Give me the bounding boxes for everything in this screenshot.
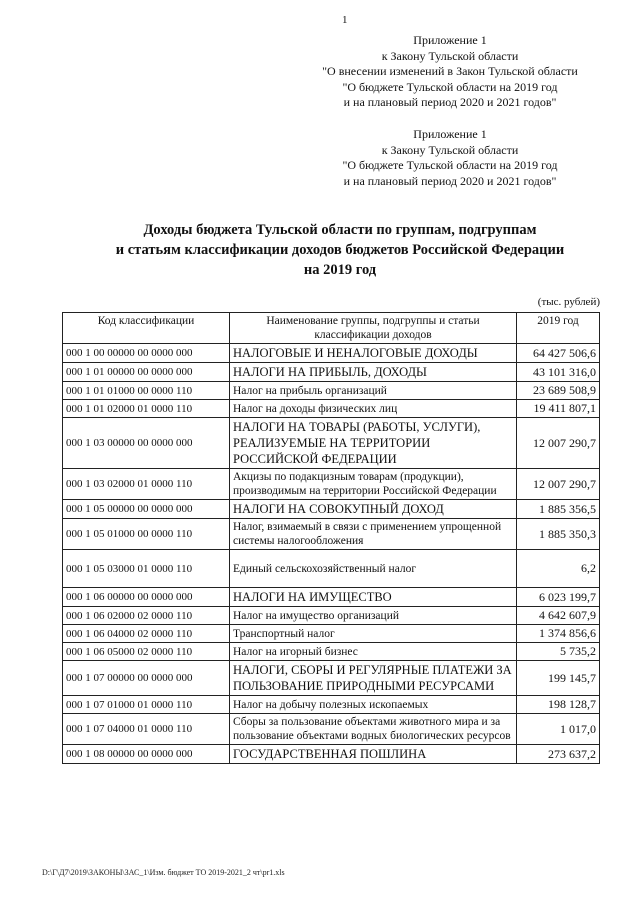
table-row [63,400,600,418]
row-value: 23 689 508,9 [517,382,600,400]
row-code: 000 1 00 00000 00 0000 000 [63,344,230,363]
appendix-line: Приложение 1 [413,33,487,47]
row-code: 000 1 01 01000 00 0000 110 [63,382,230,400]
appendix-line: "О бюджете Тульской области на 2019 год [342,79,558,94]
table-row [63,714,600,745]
row-code: 000 1 03 02000 01 0000 110 [63,469,230,500]
revenue-table [62,312,600,764]
row-name: НАЛОГИ НА ПРИБЫЛЬ, ДОХОДЫ [230,363,517,382]
appendix-line: Приложение 1 [413,127,487,141]
appendix-line: "О внесении изменений в Закон Тульской области [322,64,578,78]
table-row [63,696,600,714]
row-name: Налог на прибыль организаций [230,382,517,400]
title-line: Доходы бюджета Тульской области по группам, подгруппам [143,222,537,238]
row-code: 000 1 05 03000 01 0000 110 [63,550,230,588]
row-name: Налог на игорный бизнес [230,643,517,661]
row-name: Транспортный налог [230,625,517,643]
row-name: НАЛОГОВЫЕ И НЕНАЛОГОВЫЕ ДОХОДЫ [230,344,517,363]
title-line: на 2019 год [303,262,377,278]
row-name: Налог, взимаемый в связи с применением упрощенной системы налогообложения [230,519,517,550]
row-code: 000 1 03 00000 00 0000 000 [63,418,230,469]
row-value: 19 411 807,1 [517,400,600,418]
table-row [63,625,600,643]
table-body [63,344,600,764]
row-name: НАЛОГИ НА ИМУЩЕСТВО [230,588,517,607]
row-code: 000 1 06 05000 02 0000 110 [63,643,230,661]
table-row [63,588,600,607]
table-row [63,469,600,500]
row-value: 12 007 290,7 [517,469,600,500]
row-code: 000 1 07 01000 01 0000 110 [63,696,230,714]
row-code: 000 1 06 02000 02 0000 110 [63,607,230,625]
row-code: 000 1 01 02000 01 0000 110 [63,400,230,418]
row-value: 43 101 316,0 [517,363,600,382]
table-row [63,643,600,661]
table-row [63,363,600,382]
row-name: НАЛОГИ НА ТОВАРЫ (РАБОТЫ, УСЛУГИ), РЕАЛИЗУЕМЫЕ НА ТЕРРИТОРИИ РОССИЙСКОЙ ФЕДЕРАЦИИ [230,418,517,469]
title-line: и статьям классификации доходов бюджетов Российской Федерации [115,242,565,258]
row-code: 000 1 01 00000 00 0000 000 [63,363,230,382]
table-header-row [63,313,600,344]
table-row [63,344,600,363]
appendix-header-amended [300,33,600,111]
file-path-footer: D:\Г\Д7\2019\ЗАКОНЫ\ЗАС_1\Изм. бюджет ТО 2019-2021_2 чт\pr1.xls [42,868,285,877]
row-name: Налог на добычу полезных ископаемых [230,696,517,714]
row-name: НАЛОГИ НА СОВОКУПНЫЙ ДОХОД [230,500,517,519]
row-name: ГОСУДАРСТВЕННАЯ ПОШЛИНА [230,745,517,764]
row-code: 000 1 07 00000 00 0000 000 [63,661,230,696]
row-value: 6 023 199,7 [517,588,600,607]
row-value: 4 642 607,9 [517,607,600,625]
row-value: 1 374 856,6 [517,625,600,643]
row-value: 1 885 356,5 [517,500,600,519]
table-row [63,745,600,764]
row-value: 5 735,2 [517,643,600,661]
table-row [63,500,600,519]
row-value: 64 427 506,6 [517,344,600,363]
appendix-line: и на плановый период 2020 и 2021 годов" [343,95,557,109]
row-code: 000 1 05 01000 00 0000 110 [63,519,230,550]
row-name: Налог на имущество организаций [230,607,517,625]
row-value: 12 007 290,7 [517,418,600,469]
row-name: Сборы за пользование объектами животного мира и за пользование объектами водных биологических ресурсов [230,714,517,745]
row-name: НАЛОГИ, СБОРЫ И РЕГУЛЯРНЫЕ ПЛАТЕЖИ ЗА ПОЛЬЗОВАНИЕ ПРИРОДНЫМИ РЕСУРСАМИ [230,661,517,696]
row-name: Акцизы по подакцизным товарам (продукции), производимым на территории Российской Федерации [230,469,517,500]
units-label: (тыс. рублей) [537,296,600,308]
row-value: 198 128,7 [517,696,600,714]
appendix-line: "О бюджете Тульской области на 2019 год [342,158,558,172]
table-row [63,607,600,625]
table-row [63,418,600,469]
appendix-line: к Закону Тульской области [381,48,519,63]
table-row [63,550,600,588]
table-row [63,661,600,696]
row-code: 000 1 06 04000 02 0000 110 [63,625,230,643]
page-number: 1 [342,14,348,26]
row-value: 1 885 350,3 [517,519,600,550]
appendix-line: и на плановый период 2020 и 2021 годов" [343,173,557,188]
row-value: 273 637,2 [517,745,600,764]
row-name: Единый сельскохозяйственный налог [230,550,517,588]
document-title [60,220,620,280]
header-code: Код классификации [63,313,230,344]
row-value: 1 017,0 [517,714,600,745]
row-code: 000 1 07 04000 01 0000 110 [63,714,230,745]
row-value: 199 145,7 [517,661,600,696]
row-code: 000 1 05 00000 00 0000 000 [63,500,230,519]
row-name: Налог на доходы физических лиц [230,400,517,418]
header-year: 2019 год [517,313,600,344]
appendix-line: к Закону Тульской области [381,142,519,157]
row-code: 000 1 08 00000 00 0000 000 [63,745,230,764]
row-code: 000 1 06 00000 00 0000 000 [63,588,230,607]
appendix-header-original [320,127,580,189]
header-name: Наименование группы, подгруппы и статьи классификации доходов [230,313,517,344]
row-value: 6,2 [517,550,600,588]
table-row [63,519,600,550]
table-row [63,382,600,400]
